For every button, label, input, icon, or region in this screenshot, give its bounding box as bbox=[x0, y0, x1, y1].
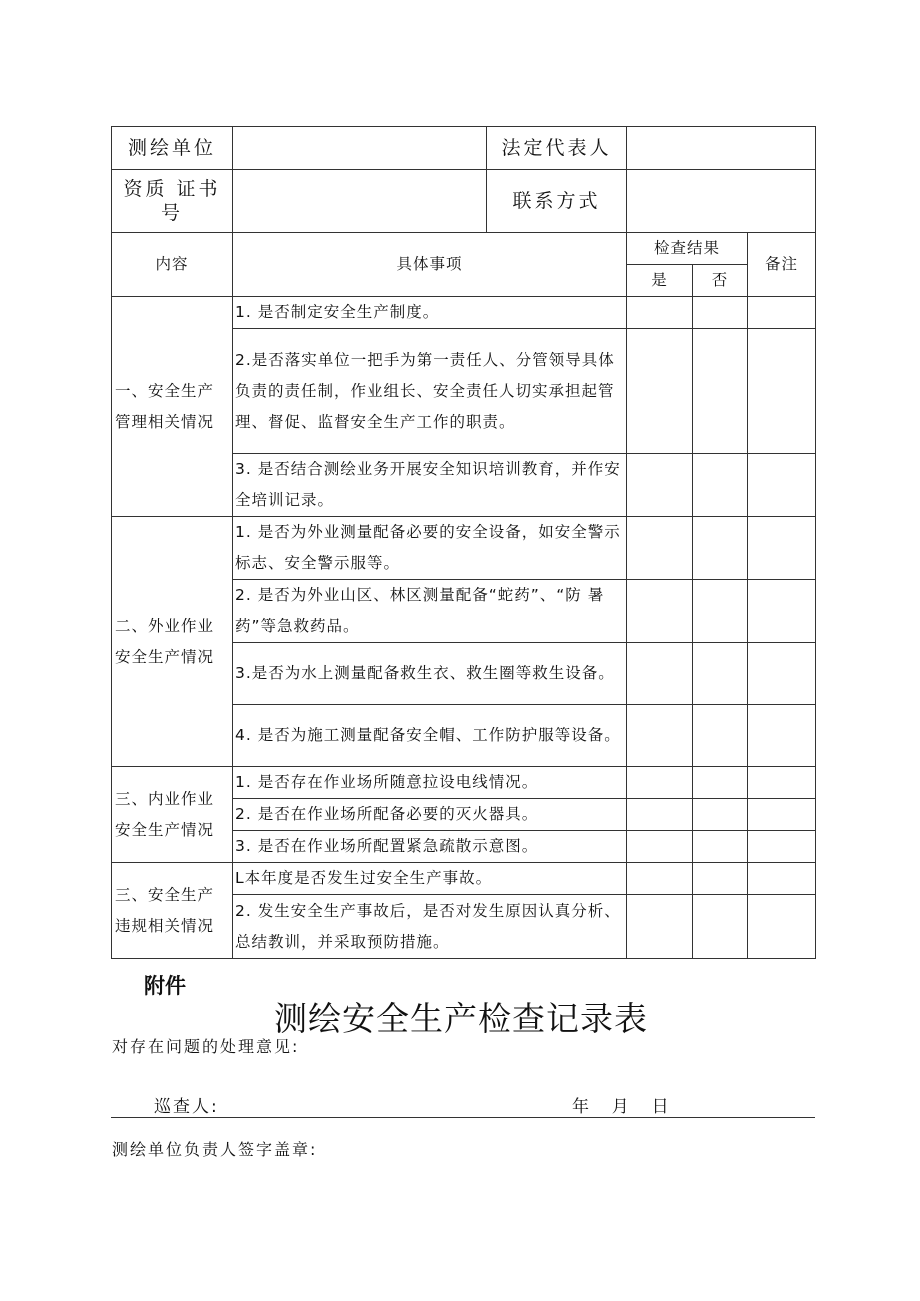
yes-cell[interactable] bbox=[627, 895, 693, 959]
legal-rep-label: 法定代表人 bbox=[487, 127, 627, 170]
check-item: 2.是否落实单位一把手为第一责任人、分管领导具体负责的责任制，作业组长、安全责任人切实承担起管理、督促、监督安全生产工作的职责。 bbox=[233, 329, 627, 454]
remark-cell[interactable] bbox=[748, 705, 816, 767]
col-remark-header: 备注 bbox=[748, 233, 816, 297]
no-cell[interactable] bbox=[693, 831, 748, 863]
no-cell[interactable] bbox=[693, 517, 748, 580]
check-item: 2. 发生安全生产事故后，是否对发生原因认真分析、总结教训，并采取预防措施。 bbox=[233, 895, 627, 959]
yes-cell[interactable] bbox=[627, 799, 693, 831]
yes-cell[interactable] bbox=[627, 863, 693, 895]
yes-cell[interactable] bbox=[627, 767, 693, 799]
opinion-label: 对存在问题的处理意见: bbox=[112, 1037, 300, 1056]
column-header-row bbox=[112, 233, 816, 265]
col-content-header: 内容 bbox=[112, 233, 233, 297]
section-title: 二、外业作业安全生产情况 bbox=[112, 517, 233, 767]
no-cell[interactable] bbox=[693, 297, 748, 329]
table-row bbox=[112, 517, 816, 580]
no-cell[interactable] bbox=[693, 895, 748, 959]
yes-cell[interactable] bbox=[627, 297, 693, 329]
remark-cell[interactable] bbox=[748, 863, 816, 895]
yes-cell[interactable] bbox=[627, 831, 693, 863]
check-item: 3.是否为水上测量配备救生衣、救生圈等救生设备。 bbox=[233, 643, 627, 705]
remark-cell[interactable] bbox=[748, 454, 816, 517]
col-yes-header: 是 bbox=[627, 265, 693, 297]
remark-cell[interactable] bbox=[748, 580, 816, 643]
no-cell[interactable] bbox=[693, 767, 748, 799]
document-title: 测绘安全生产检查记录表 bbox=[274, 999, 648, 1038]
check-item: 1. 是否为外业测量配备必要的安全设备，如安全警示标志、安全警示服等。 bbox=[233, 517, 627, 580]
section-title: 一、安全生产管理相关情况 bbox=[112, 297, 233, 517]
table-row bbox=[112, 767, 816, 799]
yes-cell[interactable] bbox=[627, 454, 693, 517]
remark-cell[interactable] bbox=[748, 643, 816, 705]
check-item: 1. 是否制定安全生产制度。 bbox=[233, 297, 627, 329]
section-title: 三、内业作业安全生产情况 bbox=[112, 767, 233, 863]
check-item: 4. 是否为施工测量配备安全帽、工作防护服等设备。 bbox=[233, 705, 627, 767]
remark-cell[interactable] bbox=[748, 329, 816, 454]
section-title: 三、安全生产违规相关情况 bbox=[112, 863, 233, 959]
no-cell[interactable] bbox=[693, 799, 748, 831]
no-cell[interactable] bbox=[693, 454, 748, 517]
no-cell[interactable] bbox=[693, 580, 748, 643]
col-result-header: 检查结果 bbox=[627, 233, 748, 265]
col-no-header: 否 bbox=[693, 265, 748, 297]
remark-cell[interactable] bbox=[748, 767, 816, 799]
yes-cell[interactable] bbox=[627, 705, 693, 767]
remark-cell[interactable] bbox=[748, 895, 816, 959]
yes-cell[interactable] bbox=[627, 517, 693, 580]
contact-label: 联系方式 bbox=[487, 170, 627, 233]
inspector-label: 巡查人: bbox=[154, 1097, 219, 1117]
no-cell[interactable] bbox=[693, 705, 748, 767]
check-item: L本年度是否发生过安全生产事故。 bbox=[233, 863, 627, 895]
check-item: 3. 是否结合测绘业务开展安全知识培训教育，并作安全培训记录。 bbox=[233, 454, 627, 517]
divider-line bbox=[111, 1117, 815, 1118]
no-cell[interactable] bbox=[693, 329, 748, 454]
check-item: 2. 是否在作业场所配备必要的灭火器具。 bbox=[233, 799, 627, 831]
unit-label: 测绘单位 bbox=[112, 127, 233, 170]
cert-value-cell[interactable] bbox=[233, 170, 487, 233]
no-cell[interactable] bbox=[693, 643, 748, 705]
signature-label: 测绘单位负责人签字盖章: bbox=[112, 1140, 318, 1159]
header-row-cert bbox=[112, 170, 816, 233]
remark-cell[interactable] bbox=[748, 297, 816, 329]
check-item: 1. 是否存在作业场所随意拉设电线情况。 bbox=[233, 767, 627, 799]
cert-label: 资质 证书号 bbox=[112, 170, 233, 233]
check-item: 2. 是否为外业山区、林区测量配备“蛇药”、“防 暑药”等急救药品。 bbox=[233, 580, 627, 643]
contact-value-cell[interactable] bbox=[627, 170, 816, 233]
no-cell[interactable] bbox=[693, 863, 748, 895]
date-label: 年 月 日 bbox=[572, 1097, 673, 1117]
remark-cell[interactable] bbox=[748, 517, 816, 580]
table-row bbox=[112, 297, 816, 329]
remark-cell[interactable] bbox=[748, 831, 816, 863]
col-details-header: 具体事项 bbox=[233, 233, 627, 297]
attachment-label: 附件 bbox=[144, 974, 186, 998]
legal-rep-value-cell[interactable] bbox=[627, 127, 816, 170]
inspection-form-table bbox=[111, 126, 816, 959]
yes-cell[interactable] bbox=[627, 580, 693, 643]
unit-value-cell[interactable] bbox=[233, 127, 487, 170]
remark-cell[interactable] bbox=[748, 799, 816, 831]
check-item: 3. 是否在作业场所配置紧急疏散示意图。 bbox=[233, 831, 627, 863]
yes-cell[interactable] bbox=[627, 329, 693, 454]
yes-cell[interactable] bbox=[627, 643, 693, 705]
table-row bbox=[112, 863, 816, 895]
header-row-unit bbox=[112, 127, 816, 170]
